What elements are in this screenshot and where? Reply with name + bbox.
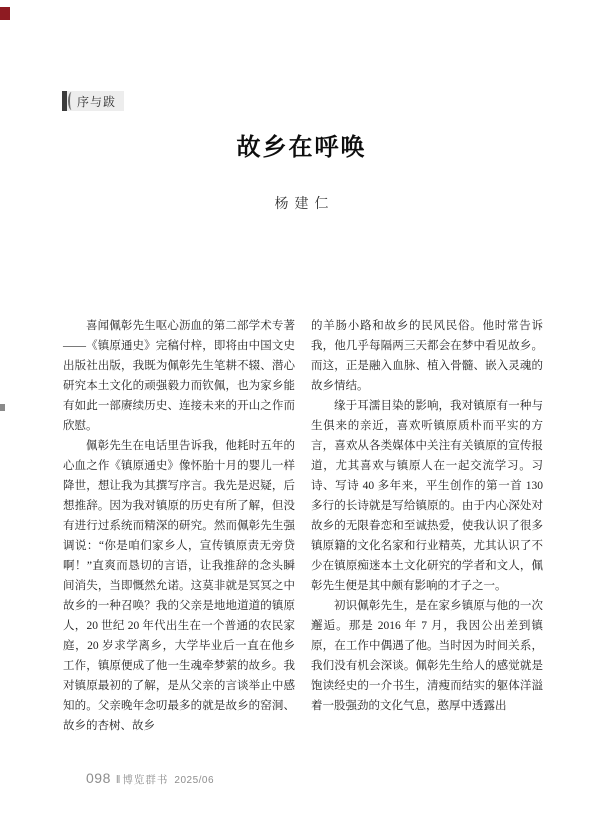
left-column [63, 316, 295, 736]
issue-number: 2025/06 [174, 775, 215, 786]
right-column [311, 316, 543, 736]
paragraph: 初识佩彰先生，是在家乡镇原与他的一次邂逅。那是 2016 年 7 月，我因公出差到镇原，在工作中偶遇了他。当时因为时间关系，我们没有机会深谈。佩彰先生给人的感觉就是饱读经史的一介书生，清瘦而结实的躯体洋溢着一股强劲的文化气息，憨厚中透露出 [311, 600, 543, 712]
section-label-text: 序与跋 [77, 94, 117, 109]
paragraph: 的羊肠小路和故乡的民风民俗。他时常告诉我，他几乎每隔两三天都会在梦中看见故乡。而这，正是融入血脉、植入骨髓、嵌入灵魂的故乡情结。 [311, 320, 543, 392]
section-bracket-icon [62, 91, 74, 111]
paragraph: 佩彰先生在电话里告诉我，他耗时五年的心血之作《镇原通史》像怀胎十月的婴儿一样降世，想让我为其撰写序言。我先是迟疑，后想推辞。因为我对镇原的历史有所了解，但没有进行过系统而精深的研究。然而佩彰先生强调说：“你是咱们家乡人，宣传镇原责无旁贷啊！”直爽而恳切的言语，让我推辞的念头瞬间消失，当即慨然允诺。这莫非就是冥冥之中故乡的一种召唤？我的父亲是地地道道的镇原人，20 世纪 20 年代出生在一个普通的农民家庭，20 岁求学离乡，大学毕业后一直在他乡工作，镇原便成了他一生魂牵梦萦的故乡。我对镇原最初的了解，是从父亲的言谈举止中感知的。父亲晚年念叨最多的就是故乡的窑洞、故乡的杏树、故乡 [63, 440, 295, 732]
journal-name: 博览群书 [122, 774, 169, 786]
left-edge-mark [0, 404, 5, 411]
page-footer [86, 770, 214, 787]
page-number: 098 [86, 770, 111, 786]
paragraph: 缘于耳濡目染的影响，我对镇原有一种与生俱来的亲近，喜欢听镇原质朴而平实的方言，喜欢从各类媒体中关注有关镇原的宣传报道，尤其喜欢与镇原人在一起交流学习。习诗、写诗 40 多年来，平生创作的第一首 130 多行的长诗就是写给镇原的。由于内心深处对故乡的无限眷恋和至诚热爱，使我认识了很多镇原籍的文化名家和行业精英，尤其认识了不少在镇原痴迷本土文化研究的学者和文人，佩彰先生便是其中颇有影响的才子之一。 [311, 400, 543, 592]
section-label [62, 91, 124, 111]
article-author: 杨建仁 [274, 197, 335, 212]
corner-color-mark [0, 7, 10, 20]
article-body [63, 316, 543, 736]
footer-separator: ‖ [115, 774, 121, 786]
paragraph: 喜闻佩彰先生呕心沥血的第二部学术专著——《镇原通史》完稿付梓，即将由中国文史出版社出版，我既为佩彰先生笔耕不辍、潜心研究本土文化的顽强毅力而钦佩，也为家乡能有如此一部赓续历史、连接未来的开山之作而欣慰。 [63, 320, 295, 432]
article-title: 故乡在呼唤 [236, 134, 367, 161]
